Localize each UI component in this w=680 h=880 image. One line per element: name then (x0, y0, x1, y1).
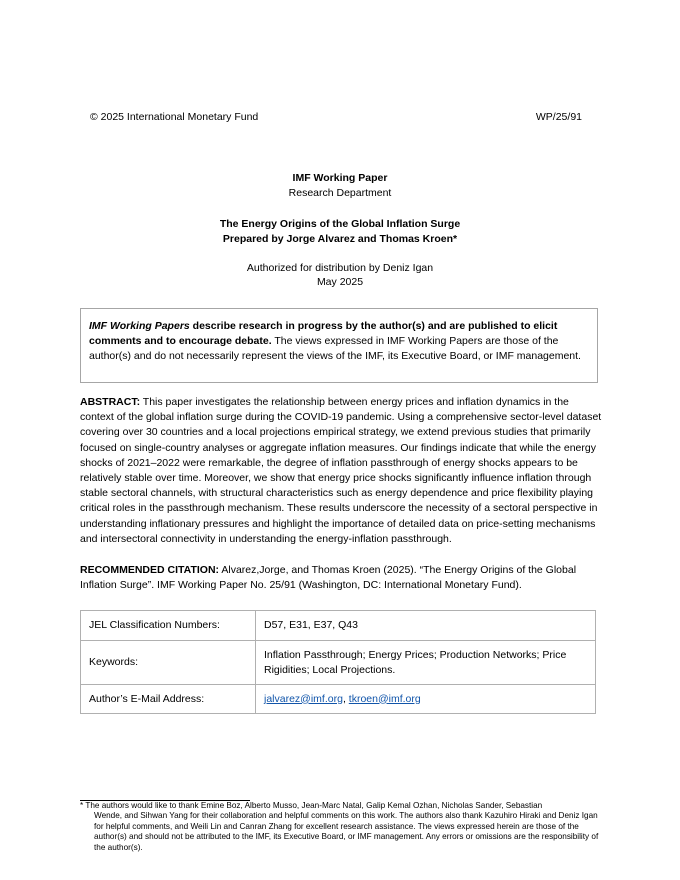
abstract-text: This paper investigates the relationship between energy prices and inflation dynamics in the context of the global inflation surge during the COVID-19 pandemic. Using a comprehensive sector-level dataset covering over 30 countries and a local projections empirical strategy, we extend previous studies that primarily focused on single-country analyses or aggregate inflation measures. Our findings indicate that while the energy shocks of 2021–2022 were remarkable, the degree of inflation passthrough of energy shocks appears to be relatively stable over time. Moreover, we show that energy price shocks significantly influence inflation through stable sectoral channels, with structural characteristics such as energy dependence and price flexibility playing critical roles in the passthrough mechanism. These results underscore the necessity of a sectoral perspective in understanding inflationary pressures and highlight the importance of detailed data on price-setting mechanisms and intersectoral connectivity in understanding the energy-inflation passthrough. (80, 396, 602, 545)
jel-label: JEL Classification Numbers: (81, 611, 256, 641)
email-value (256, 685, 596, 714)
recommended-citation (80, 563, 602, 593)
keywords-value: Inflation Passthrough; Energy Prices; Production Networks; Price Rigidities; Local Projections. (256, 641, 596, 685)
jel-value: D57, E31, E37, Q43 (256, 611, 596, 641)
jel-row (81, 611, 596, 641)
paper-number: WP/25/91 (535, 111, 582, 123)
email-row (81, 685, 596, 714)
citation-label: RECOMMENDED CITATION: (80, 564, 220, 576)
email-separator: , (342, 692, 349, 705)
disclaimer-box (80, 308, 598, 383)
keywords-row (81, 641, 596, 685)
abstract-label: ABSTRACT: (80, 396, 141, 408)
footnote (80, 801, 602, 853)
paper-title: The Energy Origins of the Global Inflation Surge (219, 218, 461, 230)
publication-date: May 2025 (316, 276, 364, 288)
email-label: Author’s E-Mail Address: (81, 685, 256, 714)
notice-plain-text: The views expressed in IMF Working Papers are those of the author(s) and do not necessarily represent the views of the IMF, its Executive Board, or IMF management. (89, 335, 581, 362)
footnote-rest: Wende, and Sihwan Yang for their collaboration and helpful comments on this work. The authors also thank Kazuhiro Hiraki and Deniz Igan for helpful comments, and Weili Lin and Canran Zhang for excellent research assistance. The views expressed herein are those of the author(s) and should not be attributed to the IMF, its Executive Board, or IMF management. Any errors or omissions are the responsibility of the author(s). (94, 811, 599, 852)
authorized-by: Authorized for distribution by Deniz Igan (246, 262, 434, 274)
authors-line: Prepared by Jorge Alvarez and Thomas Kroen* (222, 233, 458, 245)
series-title: IMF Working Paper (292, 172, 388, 184)
department: Research Department (288, 187, 392, 199)
citation-text: Alvarez,Jorge, and Thomas Kroen (2025). “The Energy Origins of the Global Inflation Surge”. IMF Working Paper No. 25/91 (Washington, DC: International Monetary Fund). (80, 564, 577, 592)
email-link-kroen[interactable]: tkroen@imf.org (348, 692, 421, 705)
keywords-label: Keywords: (81, 641, 256, 685)
abstract (80, 395, 602, 547)
info-table (80, 610, 596, 714)
notice-italic-lead: IMF Working Papers (89, 320, 190, 332)
footnote-line1: * The authors would like to thank Emine Boz, Alberto Musso, Jean-Marc Natal, Galip Kemal Ozhan, Nicholas Sander, Sebastian (80, 801, 543, 810)
copyright-text: © 2025 International Monetary Fund (90, 111, 259, 123)
notice-bold-text: describe research in progress by the author(s) and are published to elicit comments and to encourage debate. (89, 320, 558, 347)
email-link-alvarez[interactable]: jalvarez@imf.org (264, 692, 343, 705)
